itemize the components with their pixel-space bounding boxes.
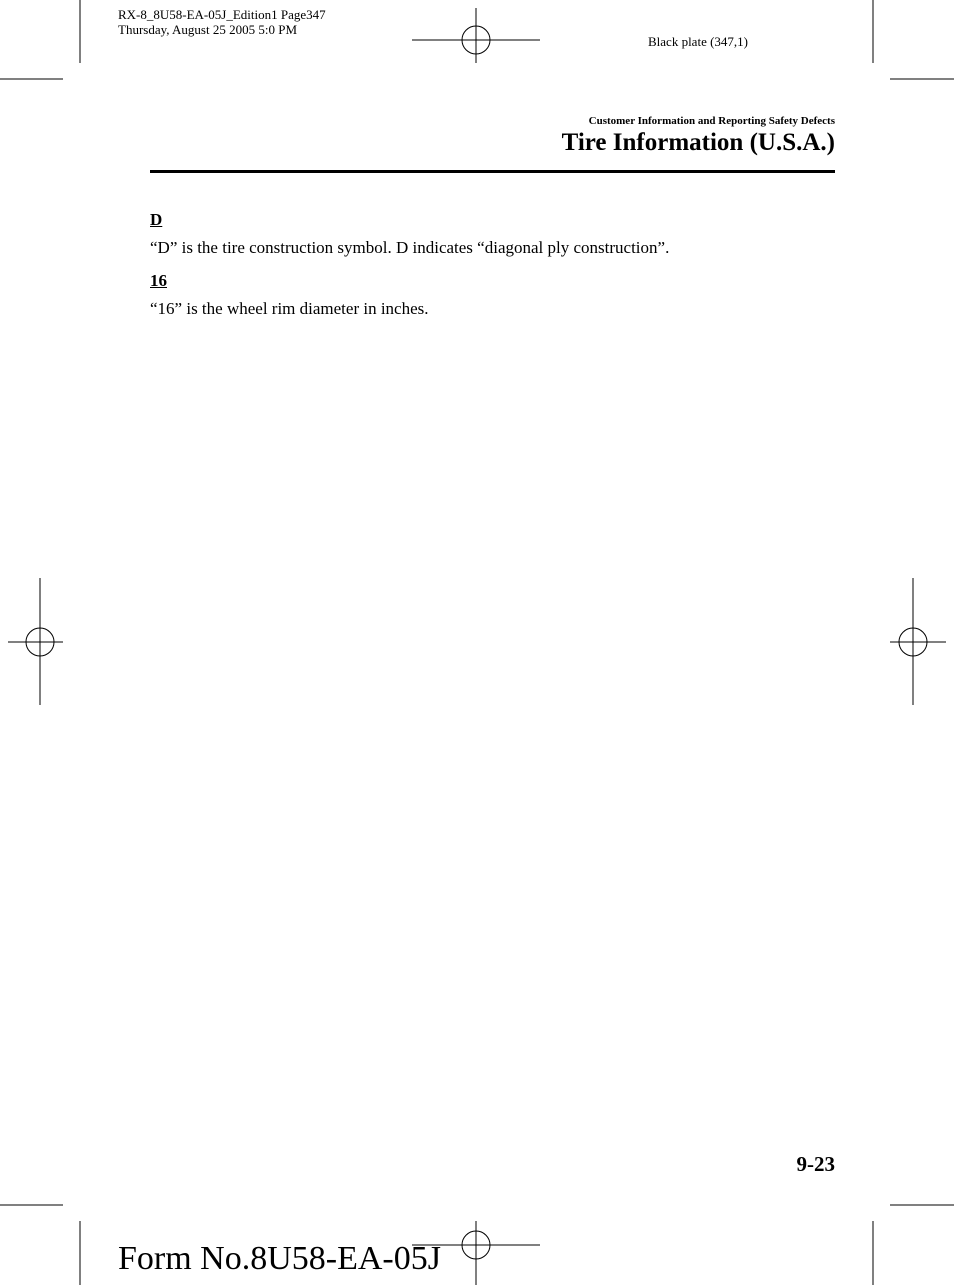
section-heading: Customer Information and Reporting Safety Defects [588, 115, 835, 127]
term-d-description: “D” is the tire construction symbol. D indicates “diagonal ply construction”. [150, 238, 670, 257]
print-slug [118, 7, 326, 37]
black-plate-label: Black plate (347,1) [648, 34, 748, 49]
registration-target-right-icon [890, 578, 946, 705]
term-16-description: “16” is the wheel rim diameter in inches. [150, 299, 429, 318]
form-number: Form No.8U58-EA-05J [118, 1240, 441, 1277]
print-slug-line2: Thursday, August 25 2005 5:0 PM [118, 22, 297, 37]
term-d: D [150, 210, 163, 229]
title-rule [150, 170, 835, 173]
page-title: Tire Information (U.S.A.) [561, 129, 835, 156]
term-16: 16 [150, 271, 167, 290]
print-slug-line1: RX-8_8U58-EA-05J_Edition1 Page347 [118, 7, 326, 22]
registration-target-top-icon [412, 8, 540, 63]
registration-target-left-icon [8, 578, 63, 705]
page-number: 9-23 [796, 1152, 835, 1176]
